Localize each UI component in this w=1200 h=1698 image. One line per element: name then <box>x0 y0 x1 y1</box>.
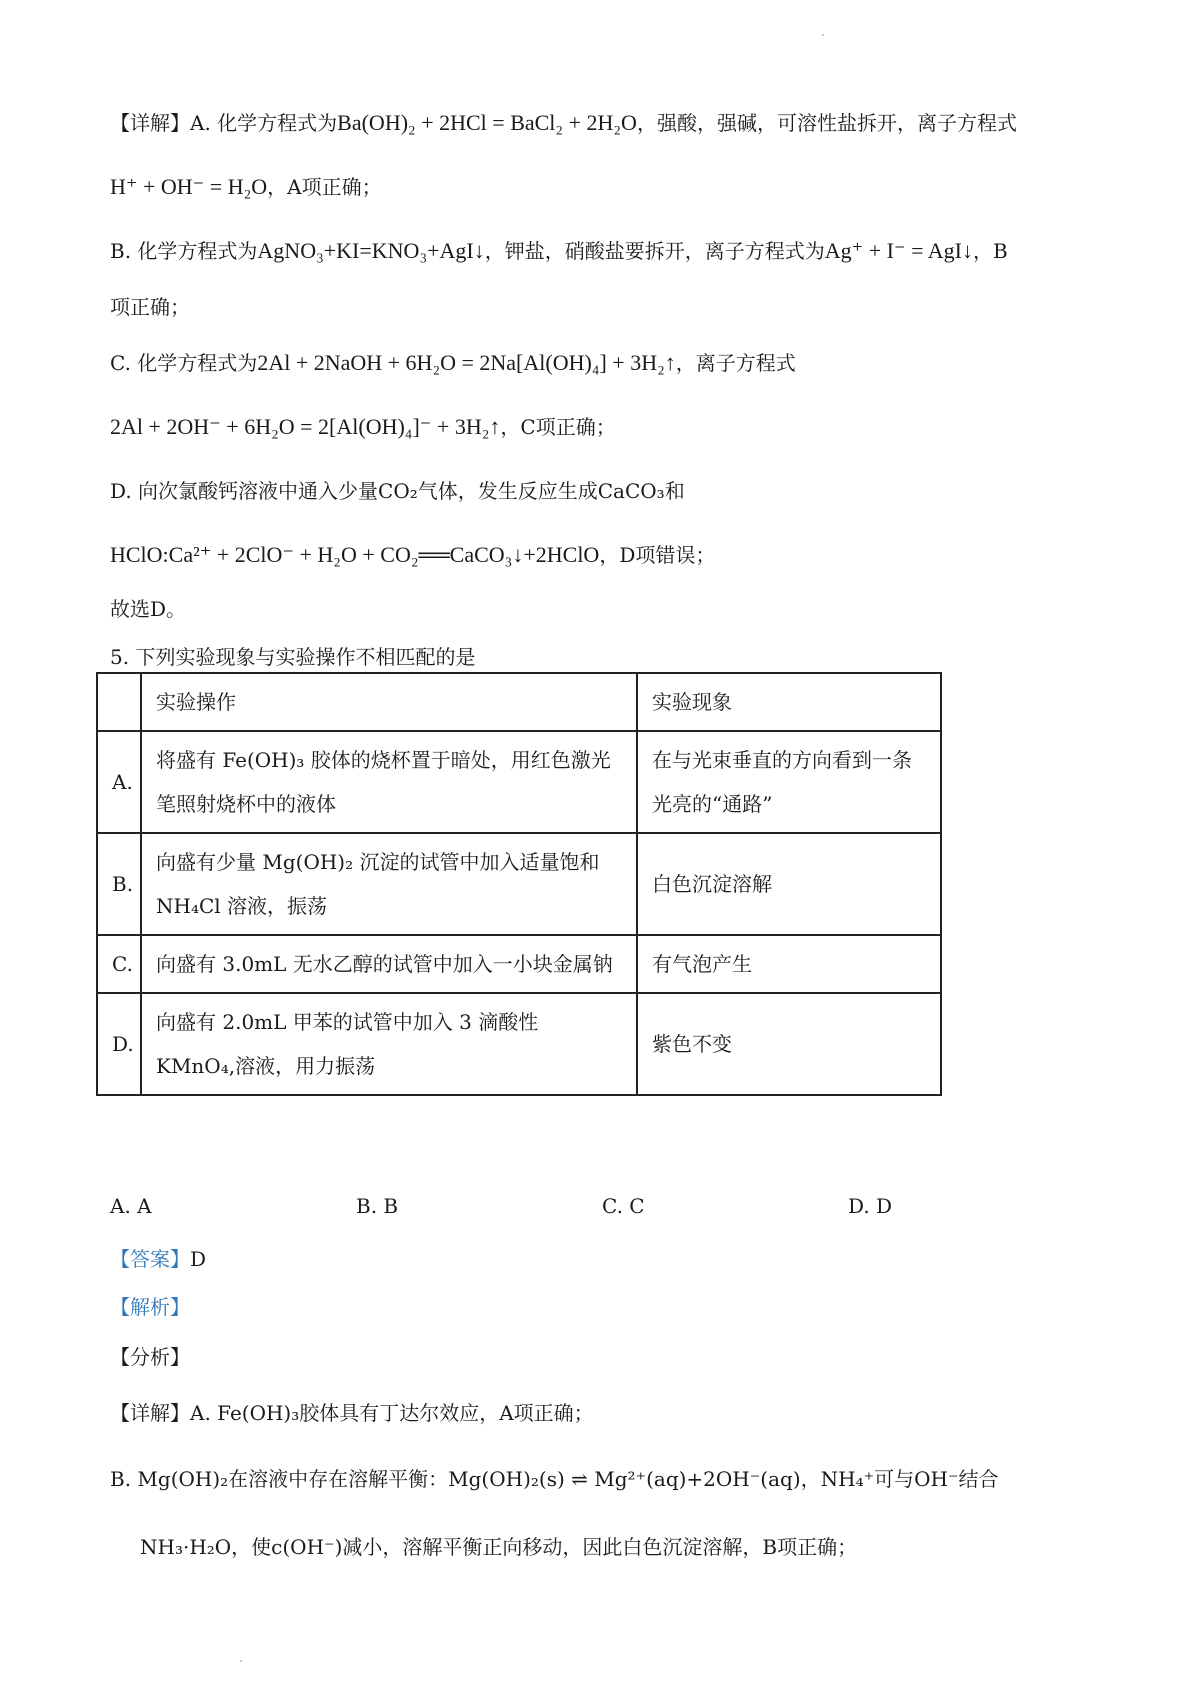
operation-cell: 向盛有少量 Mg(OH)₂ 沉淀的试管中加入适量饱和NH₄Cl 溶液，振荡 <box>141 833 637 935</box>
analysis-label: 【解析】 <box>110 1295 190 1319</box>
item-b-ionic: Ag⁺ + I⁻ = AgI↓ <box>824 238 974 263</box>
item-c-end: ，C项正确； <box>500 415 616 439</box>
detail2-a-line <box>110 1398 594 1428</box>
item-c-ionic: 2Al + 2OH⁻ + 6H₂O = 2[Al(OH)₄]⁻ + 3H₂↑ <box>110 414 501 439</box>
item-b-mid: ，钾盐，硝酸盐要拆开，离子方程式为 <box>484 239 825 263</box>
detail-a-equation: Ba(OH)₂ + 2HCl = BaCl₂ + 2H₂O <box>337 110 637 135</box>
option-b: B. B <box>356 1194 399 1218</box>
phenomenon-cell: 白色沉淀溶解 <box>637 833 941 935</box>
phenomenon-cell: 在与光束垂直的方向看到一条光亮的“通路” <box>637 731 941 833</box>
detail2-b-line1: B. Mg(OH)₂在溶液中存在溶解平衡：Mg(OH)₂(s) ⇌ Mg²⁺(aq)+2OH⁻(aq)，NH₄⁺可与OH⁻结合 <box>110 1467 999 1491</box>
detail2-a-text: A. Fe(OH)₃胶体具有丁达尔效应，A项正确； <box>190 1401 594 1425</box>
row-label: C. <box>97 935 141 993</box>
option-d: D. D <box>848 1194 893 1218</box>
question-stem: 5. 下列实验现象与实验操作不相匹配的是 <box>110 645 476 669</box>
row-label: A. <box>97 731 141 833</box>
item-d-line1: D. 向次氯酸钙溶液中通入少量CO₂气体，发生反应生成CaCO₃和 <box>110 479 685 503</box>
experiment-table <box>96 672 942 1096</box>
item-c-equation: 2Al + 2NaOH + 6H₂O = 2Na[Al(OH)₄] + 3H₂↑ <box>257 350 676 375</box>
table-row <box>97 993 941 1095</box>
detail-label: 【详解】 <box>110 111 190 135</box>
phenomenon-cell: 有气泡产生 <box>637 935 941 993</box>
option-a: A. A <box>110 1194 152 1218</box>
item-d-end: ，D项错误； <box>599 543 716 567</box>
operation-cell: 将盛有 Fe(OH)₃ 胶体的烧杯置于暗处，用红色激光笔照射烧杯中的液体 <box>141 731 637 833</box>
table-header-cell: 实验现象 <box>637 673 941 731</box>
fenxi-label: 【分析】 <box>110 1345 190 1369</box>
scan-dot <box>240 1660 242 1662</box>
item-d-line2 <box>110 540 715 570</box>
detail2-label: 【详解】 <box>110 1401 190 1425</box>
detail-a-ionic: H⁺ + OH⁻ = H₂O <box>110 174 268 199</box>
detail-a-end: ，A项正确； <box>267 175 382 199</box>
detail-a-tail: ，强酸，强碱，可溶性盐拆开，离子方程式 <box>636 111 1017 135</box>
row-label: B. <box>97 833 141 935</box>
item-c-prefix: C. 化学方程式为 <box>110 351 258 375</box>
item-b-prefix: B. 化学方程式为 <box>110 239 258 263</box>
row-label: D. <box>97 993 141 1095</box>
phenomenon-cell: 紫色不变 <box>637 993 941 1095</box>
item-c-ionic-line <box>110 412 616 442</box>
conclusion: 故选D。 <box>110 597 187 621</box>
answer-value: D <box>190 1247 207 1271</box>
answer-label: 【答案】 <box>110 1247 190 1271</box>
table-row <box>97 833 941 935</box>
operation-cell: 向盛有 2.0mL 甲苯的试管中加入 3 滴酸性 KMnO₄,溶液，用力振荡 <box>141 993 637 1095</box>
table-header-cell: 实验操作 <box>141 673 637 731</box>
table-row <box>97 935 941 993</box>
table-header-cell <box>97 673 141 731</box>
detail-a-prefix: A. 化学方程式为 <box>190 111 338 135</box>
option-c: C. C <box>602 1194 645 1218</box>
item-b-line2: 项正确； <box>110 295 190 319</box>
item-b-line <box>110 236 1008 266</box>
detail-a-line <box>110 108 1017 138</box>
detail2-b-line2: NH₃·H₂O，使c(OH⁻)减小，溶解平衡正向移动，因此白色沉淀溶解，B项正确； <box>140 1535 858 1559</box>
table-row <box>97 731 941 833</box>
table-header-row <box>97 673 941 731</box>
scan-dot <box>822 34 824 36</box>
item-c-line <box>110 348 796 378</box>
item-b-tail: ，B <box>973 239 1008 263</box>
item-d-equation: HClO:Ca²⁺ + 2ClO⁻ + H₂O + CO₂══CaCO₃↓+2HClO <box>110 542 600 567</box>
item-c-tail: ，离子方程式 <box>675 351 796 375</box>
operation-cell: 向盛有 3.0mL 无水乙醇的试管中加入一小块金属钠 <box>141 935 637 993</box>
answer-line <box>110 1244 206 1274</box>
item-b-equation: AgNO₃+KI=KNO₃+AgI↓ <box>257 238 485 263</box>
detail-a-ionic-line <box>110 172 382 202</box>
